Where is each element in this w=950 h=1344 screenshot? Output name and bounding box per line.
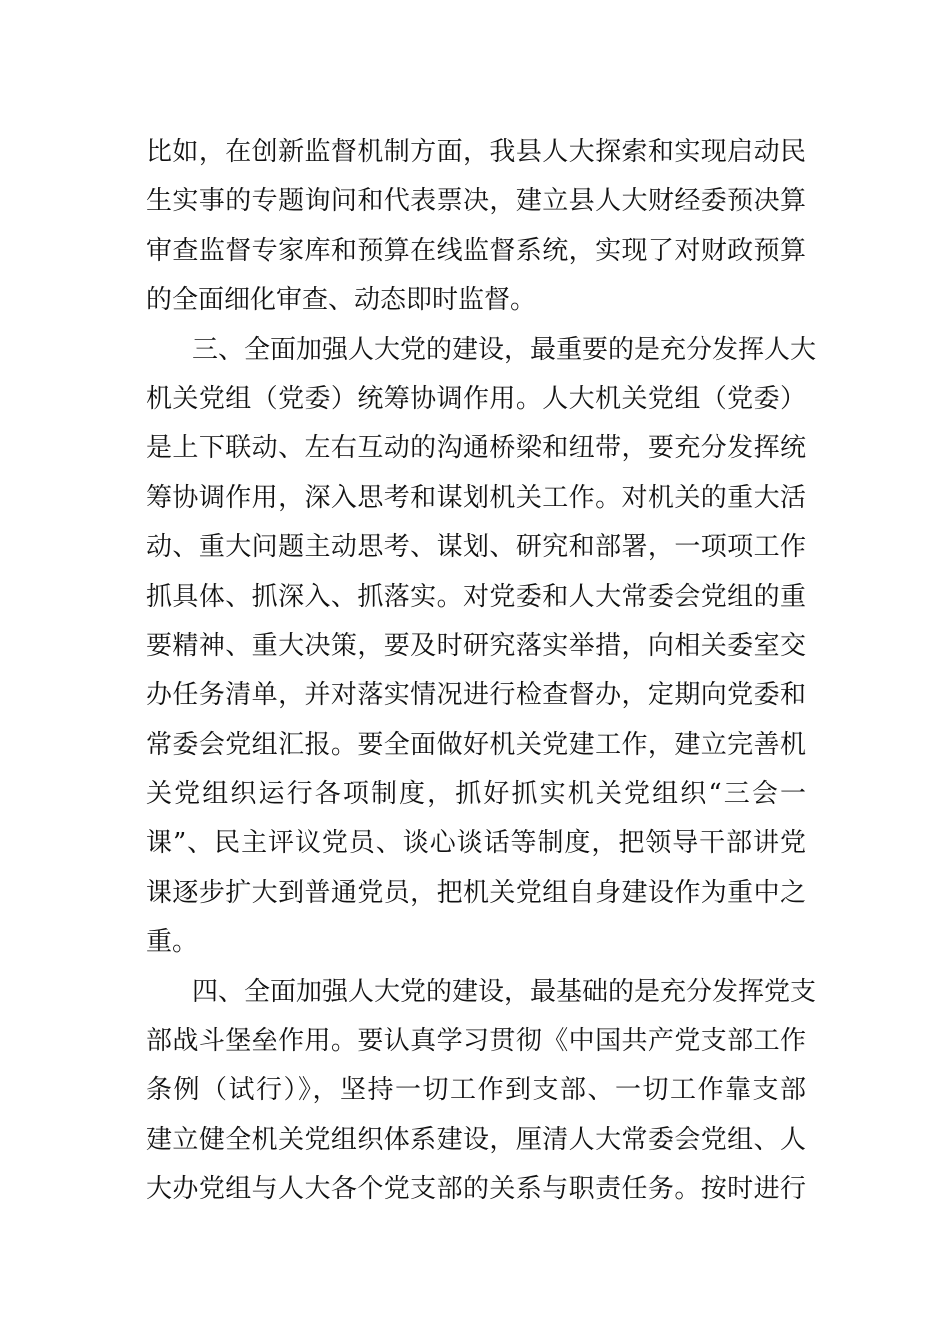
text-line: 常委会党组汇报。要全面做好机关党建工作，建立完善机	[146, 729, 806, 760]
text-line: 比如，在创新监督机制方面，我县人大探索和实现启动民	[146, 137, 806, 167]
text-line: 重。	[146, 927, 199, 958]
text-line: 办任务清单，并对落实情况进行检查督办，定期向党委和	[146, 680, 806, 711]
text-line: 动、重大问题主动思考、谋划、研究和部署，一项项工作	[146, 532, 806, 563]
text-line: 是上下联动、左右互动的沟通桥梁和纽带，要充分发挥统	[146, 433, 806, 464]
text-line: 课”、民主评议党员、谈心谈话等制度，把领导干部讲党	[146, 828, 806, 859]
text-line: 筹协调作用，深入思考和谋划机关工作。对机关的重大活	[146, 482, 806, 513]
text-line: 大办党组与人大各个党支部的关系与职责任务。按时进行	[146, 1174, 806, 1205]
text-line: 审查监督专家库和预算在线监督系统，实现了对财政预算	[146, 235, 806, 266]
text-line: 课逐步扩大到普通党员，把机关党组自身建设作为重中之	[146, 877, 806, 908]
text-line: 要精神、重大决策，要及时研究落实举措，向相关委室交	[146, 630, 806, 661]
text-line: 建立健全机关党组织体系建设，厘清人大常委会党组、人	[146, 1124, 806, 1155]
text-line: 部战斗堡垒作用。要认真学习贯彻《中国共产党支部工作	[146, 1026, 806, 1057]
text-line: 机关党组（党委）统筹协调作用。人大机关党组（党委）	[146, 383, 806, 414]
text-line: 的全面细化审查、动态即时监督。	[146, 285, 537, 316]
text-line: 条例（试行）》，坚持一切工作到支部、一切工作靠支部	[146, 1075, 806, 1106]
text-line: 生实事的专题询问和代表票决，建立县人大财经委预决算	[146, 186, 806, 217]
paragraph-start-line: 三、全面加强人大党的建设，最重要的是充分发挥人大	[192, 334, 817, 365]
document-body	[146, 128, 817, 1215]
paragraph-start-line: 四、全面加强人大党的建设，最基础的是充分发挥党支	[192, 976, 817, 1007]
text-line: 关党组织运行各项制度，抓好抓实机关党组织“三会一	[146, 779, 806, 810]
text-line: 抓具体、抓深入、抓落实。对党委和人大常委会党组的重	[146, 581, 806, 612]
